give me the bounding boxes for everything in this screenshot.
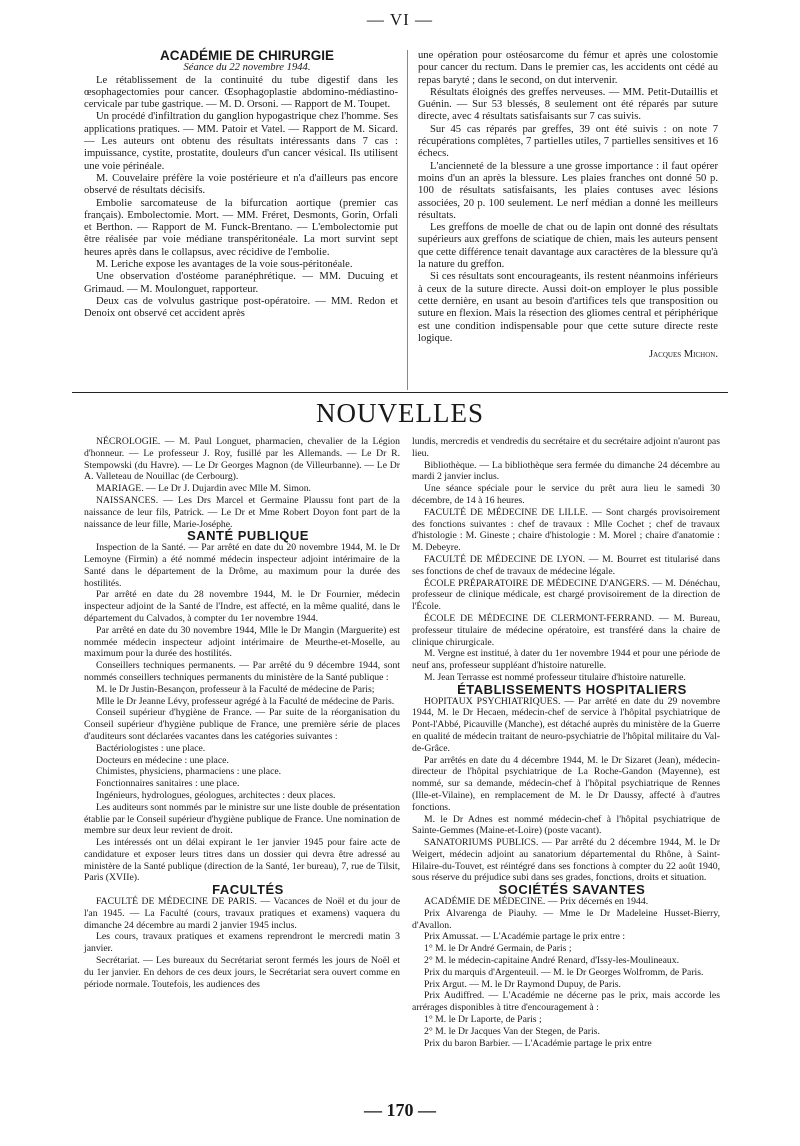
news-item: NÉCROLOGIE. — M. Paul Longuet, pharmacien, chevalier de la Légion d'honneur. — Le professeur J. Roy, fusillé par les Allemands. — Le Dr R. Stempowski (du Havre). — Le Dr Georges Magnon (de Villeurbanne). — Le Dr A. Valleteau de Nouillac (de Cerbourg).	[84, 436, 400, 483]
academie-paragraph: Sur 45 cas réparés par greffes, 39 ont été suivis : on note 7 récupérations complètes, 7 partielles utiles, 7 partielles sensitives et 16 échecs.	[418, 123, 718, 160]
news-item: Chimistes, physiciens, pharmaciens : une place.	[96, 766, 282, 778]
news-item: MARIAGE. — Le Dr J. Dujardin avec Mlle M. Simon.	[96, 483, 311, 495]
news-item: Prix du marquis d'Argenteuil. — M. le Dr Georges Wolfromm, de Paris.	[424, 966, 704, 978]
news-item: 2° M. le Dr Jacques Van der Stegen, de Paris.	[424, 1025, 600, 1037]
sante-title: SANTÉ PUBLIQUE	[187, 528, 309, 544]
news-item: ÉCOLE DE MÉDECINE DE CLERMONT-FERRAND. — M. Bureau, professeur titulaire de médecine opératoire, est transféré dans la chaire de clinique chirurgicale.	[412, 612, 720, 648]
news-item: FACULTÉ DE MÉDECINE DE LILLE. — Sont chargés provisoirement des fonctions suivantes : chef de travaux : Mlle Cochet ; chef de travaux d'histologie : M. Gineste ; chaire d'histologie : M. Morel ; chaire d'anatomie : M. Debeyre.	[412, 506, 720, 554]
news-item: Prix Amussat. — L'Académie partage le prix entre :	[424, 931, 626, 943]
nouvelles-title: NOUVELLES	[316, 398, 484, 428]
news-item: Fonctionnaires sanitaires : une place.	[96, 778, 240, 790]
news-item: Prix du baron Barbier. — L'Académie partage le prix entre	[424, 1037, 652, 1049]
section-rule	[72, 392, 728, 393]
news-item: NAISSANCES. — Les Drs Marcel et Germaine Plaussu font part de la naissance de leur fils, Patrick. — Le Dr et Mme Robert Doyon font part de la naissance de leur fille, Marie-Joséphe.	[84, 494, 400, 530]
academie-right-column	[418, 50, 718, 361]
academie-paragraph: Un procédé d'infiltration du ganglion hypogastrique chez l'homme. Ses applications pratiques. — MM. Patoir et Vatel. — Rapport de M. Sicard. — Les auteurs ont obtenu des résultats intéressants dans 7 cas : impuissance, cystite, prostatite, douleurs d'un cancer vésical. Ils utilisent une voie périnéale.	[84, 111, 398, 172]
academie-left-column	[84, 50, 398, 321]
news-item: ÉCOLE PRÉPARATOIRE DE MÉDECINE D'ANGERS. — M. Dénéchau, professeur de clinique médicale, est chargé provisoirement de la direction de l'École.	[412, 577, 720, 613]
news-item: Les auditeurs sont nommés par le ministre sur une liste double de présentation établie par le Conseil supérieur d'hygiène publique de France. Une nomination de membre sur deux leur revient de droit.	[84, 801, 400, 837]
academie-paragraph: une opération pour ostéosarcome du fémur et après une colostomie pour cancer du rectum. Dans le premier cas, les accidents ont cédé au repas baryté ; dans le second, on dut intervenir.	[418, 50, 718, 86]
news-item: Conseil supérieur d'hygiène de France. — Par suite de la réorganisation du Conseil supérieur d'hygiène publique de France, une première série de places d'auditeurs sont déclarées vacantes dans les catégories suivantes :	[84, 707, 400, 742]
academie-signature: Jacques Michon.	[648, 349, 718, 361]
news-item: Les intéressés ont un délai expirant le 1er janvier 1945 pour faire acte de candidature et exposer leurs titres dans un dossier qui devra être adressé au ministère de la Santé publique (direction de la Santé, 1er bureau), 7, rue de Tilsit, Paris (XVIIe).	[84, 837, 400, 884]
academie-paragraph: Les greffons de moelle de chat ou de lapin ont donné des résultats supérieurs aux greffons de sciatique de chien, mais les auteurs pensent que cette différence tenait davantage aux caractères de la blessure qu'à la nature du greffon.	[418, 222, 718, 271]
academie-paragraph: L'ancienneté de la blessure a une grosse importance : il faut opérer moins d'un an après la blessure. Les plaies franches ont donné 50 p. 100 de résultats satisfaisants, les plaies contuses avec lésions associées, 20 p. 100 seulement. Le nerf médian a donné les meilleurs résultats.	[418, 160, 718, 221]
news-item: Docteurs en médecine : une place.	[96, 754, 229, 766]
news-item: Inspection de la Santé. — Par arrêté en date du 20 novembre 1944, M. le Dr Lemoyne (Firmin) a été nommé médecin inspecteur adjoint intérimaire de la Santé dans le département de la Drôme, au maximum pour la durée des hostilités.	[84, 542, 400, 589]
news-item: M. Jean Terrasse est nommé professeur titulaire d'histoire naturelle.	[424, 671, 686, 683]
news-item: Prix Argut. — M. le Dr Raymond Dupuy, de Paris.	[424, 978, 621, 990]
academie-paragraph: M. Leriche expose les avantages de la voie sous-péritonéale.	[96, 259, 353, 271]
news-item: M. le Dr Justin-Besançon, professeur à la Faculté de médecine de Paris;	[96, 683, 375, 695]
academie-paragraph: Une observation d'ostéome paranéphrétique. — MM. Ducuing et Grimaud. — M. Moulonguet, rapporteur.	[84, 271, 398, 295]
academie-session: Séance du 22 novembre 1944.	[183, 62, 311, 74]
news-item: 1° M. le Dr André Germain, de Paris ;	[424, 943, 572, 955]
news-item: Les cours, travaux pratiques et examens reprendront le mercredi matin 3 janvier.	[84, 931, 400, 955]
nouvelles-right-column	[412, 436, 720, 1049]
news-item: M. Vergne est institué, à dater du 1er novembre 1944 et pour une période de neuf ans, professeur suppléant d'histoire naturelle.	[412, 648, 720, 672]
nouvelles-left-column	[84, 436, 400, 990]
academie-paragraph: M. Couvelaire préfère la voie postérieure et n'a d'ailleurs pas encore observé de résultats décisifs.	[84, 172, 398, 197]
news-item: Prix Audiffred. — L'Académie ne décerne pas le prix, mais accorde les arrérages disponibles à titre d'encouragement à :	[412, 990, 720, 1014]
news-item: Une séance spéciale pour le service du prêt aura lieu le samedi 30 décembre, de 14 à 16 heures.	[412, 483, 720, 506]
facultes-title: FACULTÉS	[212, 882, 284, 898]
news-item: Par arrêtés en date du 4 décembre 1944, M. le Dr Sizaret (Jean), médecin-directeur de l'hôpital psychiatrique de La Roche-Gandon (Mayenne), est nommé, sur sa demande, médecin-chef à l'hôpital psychiatrique de Rennes (Ille-et-Vilaine), en remplacement de M. le Dr Daussy, affecté à d'autres fonctions.	[412, 754, 720, 813]
news-item: Mlle le Dr Jeanne Lévy, professeur agrégé à la Faculté de médecine de Paris.	[96, 695, 395, 707]
news-item: SANATORIUMS PUBLICS. — Par arrêté du 2 décembre 1944, M. le Dr Weigert, médecin adjoint au sanatorium départemental du Rhône, à Saint-Hilaire-du-Touvet, est réintégré dans ses fonctions à compter du 22 août 1940, sous réserve du préjudice subi dans ses grades, fonctions, droits et situation.	[412, 837, 720, 884]
page-header-roman: — VI —	[366, 10, 434, 29]
academie-paragraph: Si ces résultats sont encourageants, ils restent néanmoins inférieurs à ceux de la suture directe. Aussi doit-on employer le plus possible cette dernière, en usant au besoin d'artifices tels que transposition ou suture en flexion. Mais la résection des gliomes central et périphérique est une condition indispensable pour que cette suture directe reste logique.	[418, 271, 718, 344]
news-item: Bibliothèque. — La bibliothèque sera fermée du dimanche 24 décembre au mardi 2 janvier inclus.	[412, 459, 720, 483]
column-divider	[407, 50, 408, 390]
news-item: Prix Alvarenga de Piauhy. — Mme le Dr Madeleine Husset-Bierry, d'Avallon.	[412, 907, 720, 931]
news-item: FACULTÉ DE MÉDECINE DE PARIS. — Vacances de Noël et du jour de l'an 1945. — La Faculté (cours, travaux pratiques et examens) vaquera du dimanche 24 décembre au mardi 2 janvier 1945 inclus.	[84, 896, 400, 931]
academie-title: ACADÉMIE DE CHIRURGIE	[159, 48, 334, 63]
academie-paragraph: Le rétablissement de la continuité du tube digestif dans les œsophagectomies pour cancer. Œsophagoplastie abdomino-médiastino-cervicale par tube gastrique. — M. D. Orsoni. — Rapport de M. Toupet.	[84, 74, 398, 111]
news-item: HOPITAUX PSYCHIATRIQUES. — Par arrêté en date du 29 novembre 1944, M. le Dr Hecaen, médecin-chef de service à l'hôpital psychiatrique de Pont-l'Abbé, Picauville (Manche), est détaché auprès du ministère de la Guerre en qualité de médecin traitant de neuro-psychiatrie de l'hôpital militaire du Val-de-Grâce.	[412, 695, 720, 754]
academie-paragraph: Résultats éloignés des greffes nerveuses. — MM. Petit-Dutaillis et Guénin. — Sur 53 blessés, 8 seulement ont été réparés par suture directe, avec 4 résultats satisfaisants sur 7 cas suivis.	[418, 86, 718, 123]
news-item: Bactériologistes : une place.	[96, 742, 206, 754]
news-item: M. le Dr Adnes est nommé médecin-chef à l'hôpital psychiatrique de Sainte-Gemmes (Maine-et-Loire) (poste vacant).	[412, 813, 720, 837]
news-item: 2° M. le médecin-capitaine André Renard, d'Issy-les-Moulineaux.	[424, 955, 679, 967]
etablissements-title: ÉTABLISSEMENTS HOSPITALIERS	[457, 681, 687, 697]
news-item: Par arrêté en date du 28 novembre 1944, M. le Dr Fournier, médecin inspecteur adjoint de la Santé de l'Indre, est affecté, en la même qualité, dans le département du Calvados, à compter du 1er novembre 1944.	[84, 589, 400, 624]
page-number: — 170 —	[364, 1100, 436, 1120]
news-item: lundis, mercredis et vendredis du secrétaire et du secrétaire adjoint n'auront pas lieu.	[412, 436, 720, 459]
news-item: Ingénieurs, hydrologues, géologues, architectes : deux places.	[96, 789, 336, 801]
societes-title: SOCIÉTÉS SAVANTES	[498, 882, 646, 898]
academie-paragraph: Deux cas de volvulus gastrique post-opératoire. — MM. Redon et Denoix ont observé cet accident après	[84, 295, 398, 320]
news-item: Par arrêté en date du 30 novembre 1944, Mlle le Dr Mangin (Marguerite) est nommée médecin inspecteur adjoint intérimaire de Meurthe-et-Moselle, au maximum pour la durée des hostilités.	[84, 624, 400, 660]
news-item: Conseillers techniques permanents. — Par arrêté du 9 décembre 1944, sont nommés conseillers techniques permanents du ministère de la Santé publique :	[84, 660, 400, 683]
news-item: FACULTÉ DE MÉDECINE DE LYON. — M. Bourret est titularisé dans ses fonctions de chef de travaux de médecine légale.	[412, 553, 720, 577]
news-item: ACADÉMIE DE MÉDECINE. — Prix décernés en 1944.	[424, 896, 649, 908]
news-item: Secrétariat. — Les bureaux du Secrétariat seront fermés les jours de Noël et du 1er janvier. En dehors de ces deux jours, le Secrétariat sera ouvert comme en période normale. Toutefois, les audiences des	[84, 955, 400, 990]
academie-paragraph: Embolie sarcomateuse de la bifurcation aortique (premier cas français). Embolectomie. Mort. — MM. Fréret, Desmonts, Gorin, Orfali et Berthon. — Rapport de M. Funck-Brentano. — L'embolectomie put être réalisée par voie médiane transpéritonéale. La mort survint sept heures après dans le collapsus, avec récidive de l'embolie.	[84, 197, 398, 258]
news-item: 1° M. le Dr Laporte, de Paris ;	[424, 1014, 542, 1026]
